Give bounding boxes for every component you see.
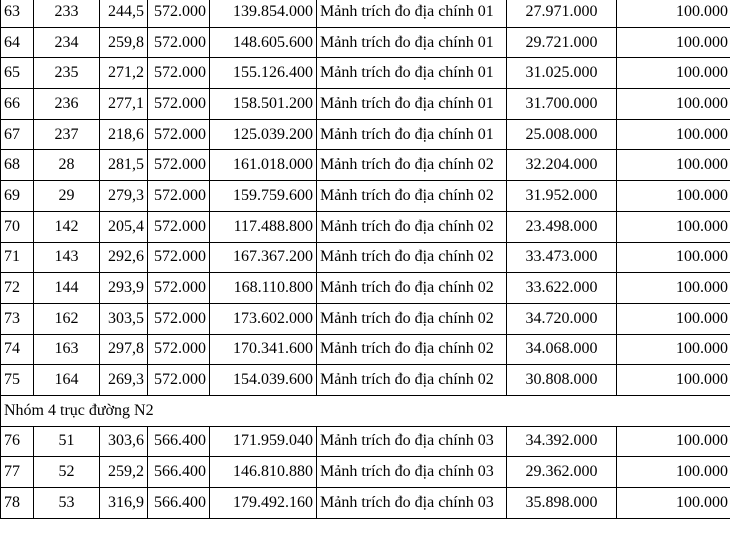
total-price-cell: 167.367.200 (210, 242, 317, 273)
unit-price-cell: 566.400 (148, 426, 210, 457)
unit-price-cell: 572.000 (148, 365, 210, 396)
fee-cell: 100.000 (617, 457, 730, 488)
cadastral-map-cell: Mảnh trích đo địa chính 03 (317, 426, 507, 457)
row-number-cell: 78 (1, 488, 34, 519)
deposit-cell: 32.204.000 (507, 150, 617, 181)
table-row (1, 334, 730, 365)
cadastral-map-cell: Mảnh trích đo địa chính 02 (317, 334, 507, 365)
fee-cell: 100.000 (617, 181, 730, 212)
lot-number-cell: 233 (34, 0, 100, 27)
total-price-cell: 146.810.880 (210, 457, 317, 488)
fee-cell: 100.000 (617, 273, 730, 304)
unit-price-cell: 572.000 (148, 181, 210, 212)
row-number-cell: 65 (1, 58, 34, 89)
fee-cell: 100.000 (617, 0, 730, 27)
lot-number-cell: 52 (34, 457, 100, 488)
deposit-cell: 30.808.000 (507, 365, 617, 396)
group-header-row (1, 395, 730, 426)
deposit-cell: 27.971.000 (507, 0, 617, 27)
row-number-cell: 70 (1, 211, 34, 242)
unit-price-cell: 566.400 (148, 488, 210, 519)
table-row (1, 365, 730, 396)
deposit-cell: 25.008.000 (507, 119, 617, 150)
area-cell: 303,6 (100, 426, 148, 457)
cadastral-map-cell: Mảnh trích đo địa chính 01 (317, 27, 507, 58)
row-number-cell: 63 (1, 0, 34, 27)
deposit-cell: 35.898.000 (507, 488, 617, 519)
table-row (1, 488, 730, 519)
row-number-cell: 74 (1, 334, 34, 365)
fee-cell: 100.000 (617, 58, 730, 89)
total-price-cell: 117.488.800 (210, 211, 317, 242)
unit-price-cell: 572.000 (148, 242, 210, 273)
total-price-cell: 125.039.200 (210, 119, 317, 150)
deposit-cell: 31.952.000 (507, 181, 617, 212)
deposit-cell: 34.392.000 (507, 426, 617, 457)
lot-number-cell: 143 (34, 242, 100, 273)
area-cell: 269,3 (100, 365, 148, 396)
deposit-cell: 29.362.000 (507, 457, 617, 488)
cadastral-map-cell: Mảnh trích đo địa chính 02 (317, 273, 507, 304)
fee-cell: 100.000 (617, 119, 730, 150)
table-body (1, 0, 730, 518)
row-number-cell: 68 (1, 150, 34, 181)
table-row (1, 211, 730, 242)
table-row (1, 58, 730, 89)
unit-price-cell: 572.000 (148, 150, 210, 181)
row-number-cell: 75 (1, 365, 34, 396)
row-number-cell: 66 (1, 89, 34, 120)
lot-number-cell: 51 (34, 426, 100, 457)
deposit-cell: 29.721.000 (507, 27, 617, 58)
unit-price-cell: 572.000 (148, 334, 210, 365)
cadastral-map-cell: Mảnh trích đo địa chính 01 (317, 119, 507, 150)
table-row (1, 89, 730, 120)
area-cell: 205,4 (100, 211, 148, 242)
lot-number-cell: 237 (34, 119, 100, 150)
total-price-cell: 170.341.600 (210, 334, 317, 365)
area-cell: 292,6 (100, 242, 148, 273)
cadastral-map-cell: Mảnh trích đo địa chính 02 (317, 150, 507, 181)
deposit-cell: 23.498.000 (507, 211, 617, 242)
unit-price-cell: 572.000 (148, 89, 210, 120)
deposit-cell: 34.720.000 (507, 303, 617, 334)
fee-cell: 100.000 (617, 334, 730, 365)
unit-price-cell: 572.000 (148, 27, 210, 58)
deposit-cell: 33.622.000 (507, 273, 617, 304)
area-cell: 303,5 (100, 303, 148, 334)
total-price-cell: 171.959.040 (210, 426, 317, 457)
fee-cell: 100.000 (617, 211, 730, 242)
deposit-cell: 33.473.000 (507, 242, 617, 273)
lot-number-cell: 236 (34, 89, 100, 120)
total-price-cell: 159.759.600 (210, 181, 317, 212)
cadastral-map-cell: Mảnh trích đo địa chính 02 (317, 303, 507, 334)
lot-number-cell: 164 (34, 365, 100, 396)
area-cell: 281,5 (100, 150, 148, 181)
row-number-cell: 73 (1, 303, 34, 334)
row-number-cell: 71 (1, 242, 34, 273)
table-row (1, 273, 730, 304)
lot-number-cell: 163 (34, 334, 100, 365)
lot-number-cell: 142 (34, 211, 100, 242)
fee-cell: 100.000 (617, 488, 730, 519)
table-row (1, 181, 730, 212)
area-cell: 297,8 (100, 334, 148, 365)
fee-cell: 100.000 (617, 303, 730, 334)
cadastral-map-cell: Mảnh trích đo địa chính 03 (317, 488, 507, 519)
lot-number-cell: 162 (34, 303, 100, 334)
area-cell: 279,3 (100, 181, 148, 212)
area-cell: 277,1 (100, 89, 148, 120)
group-label: Nhóm 4 trục đường N2 (1, 395, 730, 426)
fee-cell: 100.000 (617, 89, 730, 120)
total-price-cell: 158.501.200 (210, 89, 317, 120)
cadastral-map-cell: Mảnh trích đo địa chính 01 (317, 0, 507, 27)
lot-number-cell: 53 (34, 488, 100, 519)
fee-cell: 100.000 (617, 365, 730, 396)
cadastral-map-cell: Mảnh trích đo địa chính 01 (317, 58, 507, 89)
table-row (1, 119, 730, 150)
row-number-cell: 69 (1, 181, 34, 212)
unit-price-cell: 572.000 (148, 211, 210, 242)
unit-price-cell: 572.000 (148, 119, 210, 150)
table-row (1, 27, 730, 58)
row-number-cell: 77 (1, 457, 34, 488)
deposit-cell: 34.068.000 (507, 334, 617, 365)
total-price-cell: 155.126.400 (210, 58, 317, 89)
deposit-cell: 31.025.000 (507, 58, 617, 89)
unit-price-cell: 572.000 (148, 0, 210, 27)
lot-number-cell: 28 (34, 150, 100, 181)
total-price-cell: 168.110.800 (210, 273, 317, 304)
row-number-cell: 64 (1, 27, 34, 58)
total-price-cell: 148.605.600 (210, 27, 317, 58)
area-cell: 316,9 (100, 488, 148, 519)
cadastral-map-cell: Mảnh trích đo địa chính 02 (317, 211, 507, 242)
fee-cell: 100.000 (617, 150, 730, 181)
table-row (1, 150, 730, 181)
total-price-cell: 173.602.000 (210, 303, 317, 334)
fee-cell: 100.000 (617, 242, 730, 273)
cadastral-map-cell: Mảnh trích đo địa chính 02 (317, 181, 507, 212)
total-price-cell: 139.854.000 (210, 0, 317, 27)
row-number-cell: 76 (1, 426, 34, 457)
unit-price-cell: 566.400 (148, 457, 210, 488)
area-cell: 271,2 (100, 58, 148, 89)
area-cell: 293,9 (100, 273, 148, 304)
lot-number-cell: 235 (34, 58, 100, 89)
table-row (1, 0, 730, 27)
area-cell: 259,2 (100, 457, 148, 488)
total-price-cell: 179.492.160 (210, 488, 317, 519)
deposit-cell: 31.700.000 (507, 89, 617, 120)
total-price-cell: 154.039.600 (210, 365, 317, 396)
cadastral-map-cell: Mảnh trích đo địa chính 01 (317, 89, 507, 120)
row-number-cell: 72 (1, 273, 34, 304)
cadastral-map-cell: Mảnh trích đo địa chính 03 (317, 457, 507, 488)
lot-number-cell: 144 (34, 273, 100, 304)
fee-cell: 100.000 (617, 426, 730, 457)
unit-price-cell: 572.000 (148, 273, 210, 304)
total-price-cell: 161.018.000 (210, 150, 317, 181)
unit-price-cell: 572.000 (148, 58, 210, 89)
area-cell: 218,6 (100, 119, 148, 150)
area-cell: 259,8 (100, 27, 148, 58)
area-cell: 244,5 (100, 0, 148, 27)
table-row (1, 457, 730, 488)
table-row (1, 303, 730, 334)
row-number-cell: 67 (1, 119, 34, 150)
fee-cell: 100.000 (617, 27, 730, 58)
unit-price-cell: 572.000 (148, 303, 210, 334)
cadastral-map-cell: Mảnh trích đo địa chính 02 (317, 242, 507, 273)
table-row (1, 242, 730, 273)
table-row (1, 426, 730, 457)
lot-number-cell: 29 (34, 181, 100, 212)
lot-number-cell: 234 (34, 27, 100, 58)
cadastral-map-cell: Mảnh trích đo địa chính 02 (317, 365, 507, 396)
